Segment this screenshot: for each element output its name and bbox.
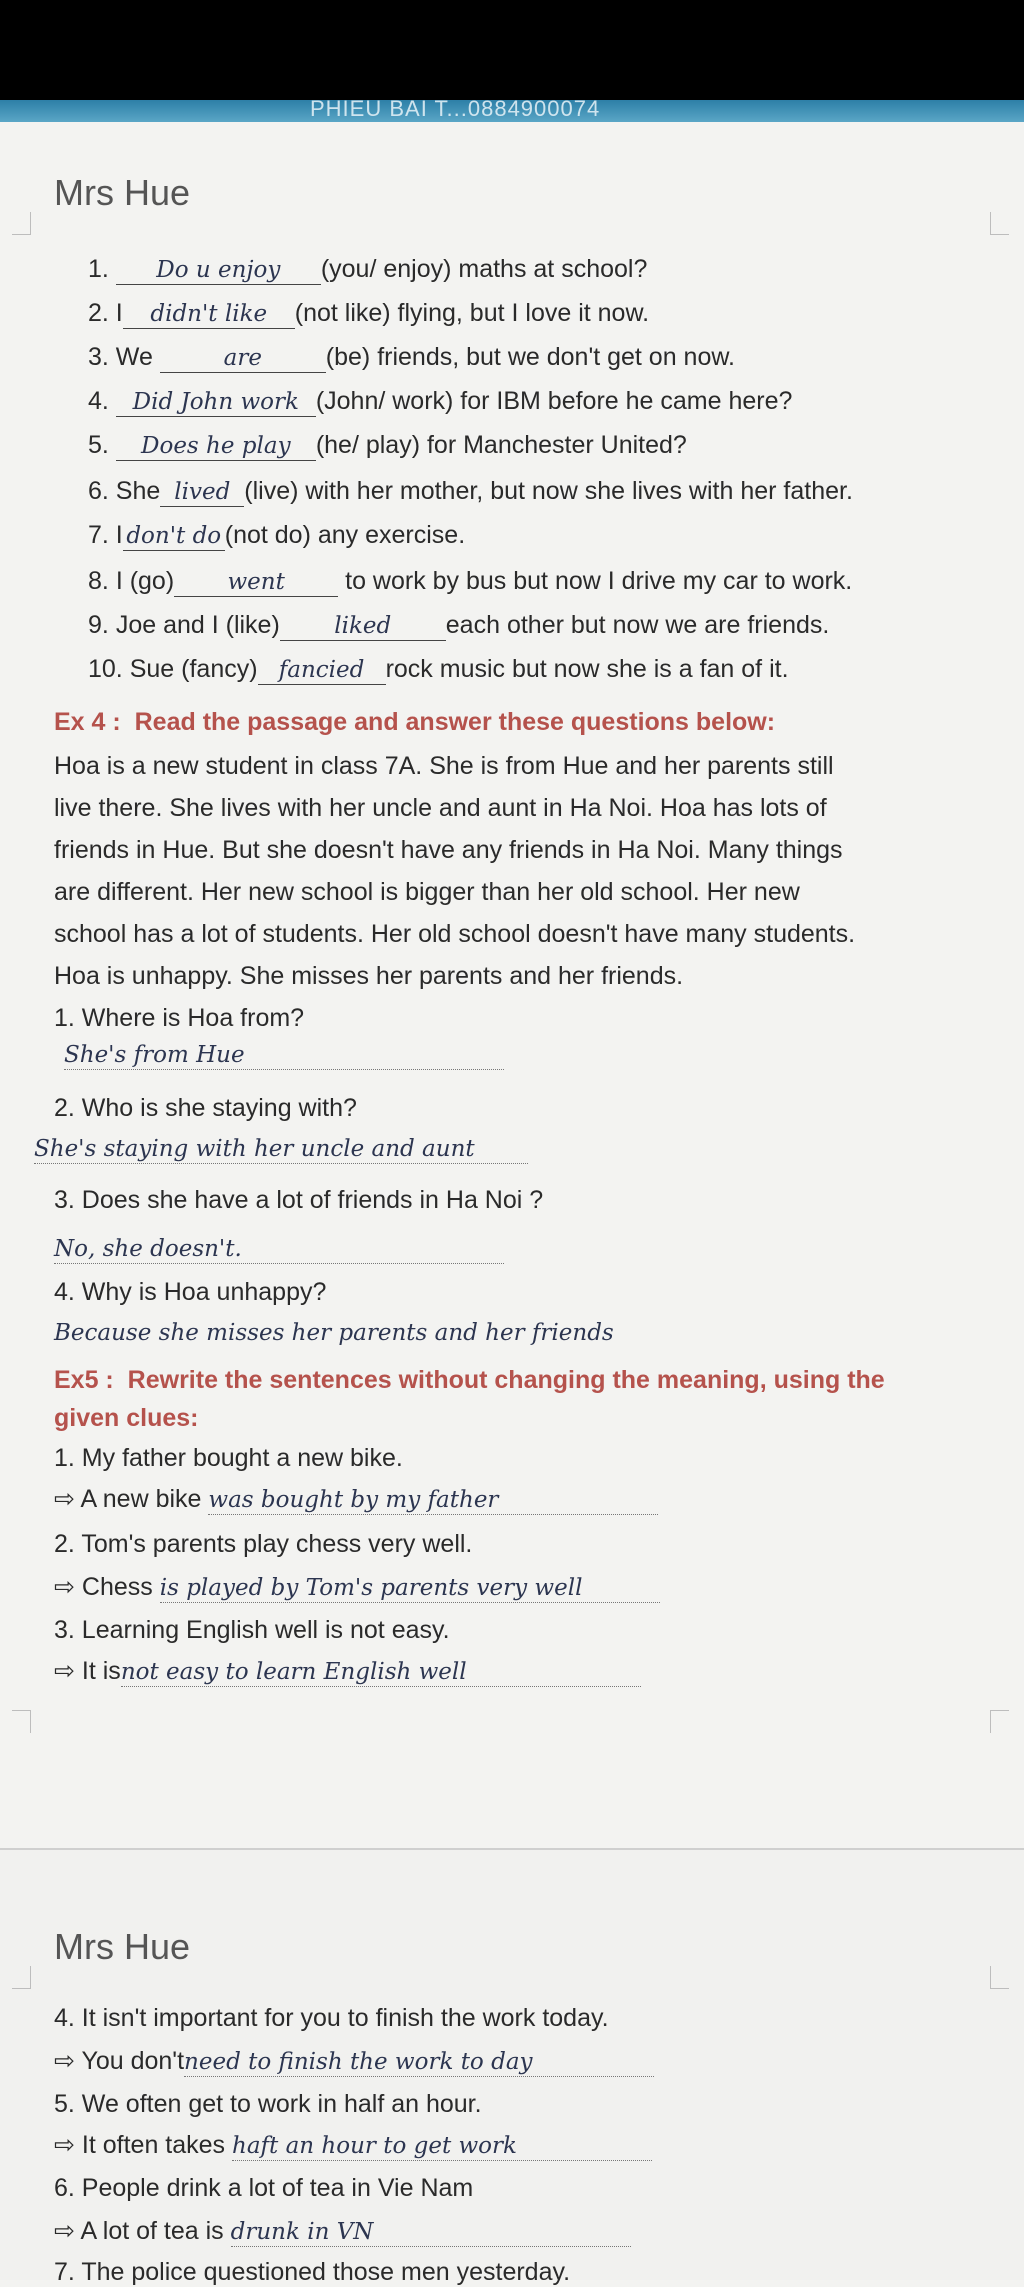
ex5-heading: Ex5 : Rewrite the sentences without changing the meaning, using the: [54, 1366, 885, 1394]
ex4-answer-2: She's staying with her uncle and aunt: [34, 1134, 528, 1164]
ex5-answer-3: ⇨ It isnot easy to learn English well: [54, 1656, 641, 1687]
ex4-question-3: 3. Does she have a lot of friends in Ha Noi ?: [54, 1186, 544, 1214]
ex3-item-9: 9. Joe and I (like) liked each other but now we are friends.: [88, 611, 830, 639]
passage-line: friends in Hue. But she doesn't have any friends in Ha Noi. Many things: [54, 836, 843, 864]
page-corner-marker: [990, 1710, 1009, 1733]
p2-question-4: 4. It isn't important for you to finish the work today.: [54, 2004, 609, 2032]
passage-line: are different. Her new school is bigger than her old school. Her new: [54, 878, 800, 906]
document-title-banner: [0, 100, 1024, 122]
ex5-question-3: 3. Learning English well is not easy.: [54, 1616, 450, 1644]
ex4-question-2: 2. Who is she staying with?: [54, 1094, 357, 1122]
p2-question-5: 5. We often get to work in half an hour.: [54, 2090, 482, 2118]
ex3-item-8: 8. I (go) went to work by bus but now I drive my car to work.: [88, 567, 853, 595]
banner-text: PHIEU BAI T...0884900074: [310, 100, 601, 121]
ex3-item-1: 1. Do u enjoy (you/ enjoy) maths at school?: [88, 255, 648, 283]
p2-question-6: 6. People drink a lot of tea in Vie Nam: [54, 2174, 474, 2202]
ex4-answer-4: Because she misses her parents and her friends: [54, 1320, 614, 1346]
passage-line: school has a lot of students. Her old school doesn't have many students.: [54, 920, 856, 948]
page-corner-marker: [12, 1966, 31, 1989]
ex4-heading: Ex 4 : Read the passage and answer these questions below:: [54, 708, 776, 736]
ex5-answer-2: ⇨ Chess is played by Tom's parents very well: [54, 1572, 660, 1603]
p2-answer-4: ⇨ You don'tneed to finish the work to day: [54, 2046, 654, 2077]
page-divider: [0, 1848, 1024, 1850]
ex3-item-5: 5. Does he play (he/ play) for Manchester United?: [88, 431, 687, 459]
passage-line: live there. She lives with her uncle and aunt in Ha Noi. Hoa has lots of: [54, 794, 827, 822]
page-title-2: Mrs Hue: [54, 1926, 191, 1967]
ex4-answer-1: She's from Hue: [64, 1040, 504, 1070]
ex3-item-4: 4. Did John work (John/ work) for IBM before he came here?: [88, 387, 793, 415]
p2-answer-6: ⇨ A lot of tea is drunk in VN: [54, 2216, 631, 2247]
p2-answer-5: ⇨ It often takes haft an hour to get work: [54, 2130, 652, 2161]
ex5-answer-1: ⇨ A new bike was bought by my father: [54, 1484, 658, 1515]
page-corner-marker: [990, 1966, 1009, 1989]
ex4-question-4: 4. Why is Hoa unhappy?: [54, 1278, 327, 1306]
ex5-question-1: 1. My father bought a new bike.: [54, 1444, 403, 1472]
ex3-item-6: 6. She lived (live) with her mother, but now she lives with her father.: [88, 477, 853, 505]
page-corner-marker: [12, 1710, 31, 1733]
passage-line: Hoa is a new student in class 7A. She is from Hue and her parents still: [54, 752, 834, 780]
page-corner-marker: [990, 212, 1009, 235]
ex3-item-7: 7. I don't do (not do) any exercise.: [88, 521, 466, 549]
ex3-item-10: 10. Sue (fancy) fancied rock music but now she is a fan of it.: [88, 655, 789, 683]
p2-question-7: 7. The police questioned those men yesterday.: [54, 2258, 571, 2286]
ex5-heading-cont: given clues:: [54, 1404, 199, 1432]
top-black-bar: [0, 0, 1024, 100]
passage-line: Hoa is unhappy. She misses her parents and her friends.: [54, 962, 684, 990]
ex3-item-2: 2. I didn't like (not like) flying, but I love it now.: [88, 299, 650, 327]
ex4-question-1: 1. Where is Hoa from?: [54, 1004, 305, 1032]
ex5-question-2: 2. Tom's parents play chess very well.: [54, 1530, 473, 1558]
page-corner-marker: [12, 212, 31, 235]
ex3-item-3: 3. We are (be) friends, but we don't get on now.: [88, 343, 735, 371]
ex4-answer-3: No, she doesn't.: [54, 1234, 504, 1264]
page-title: Mrs Hue: [54, 172, 191, 213]
